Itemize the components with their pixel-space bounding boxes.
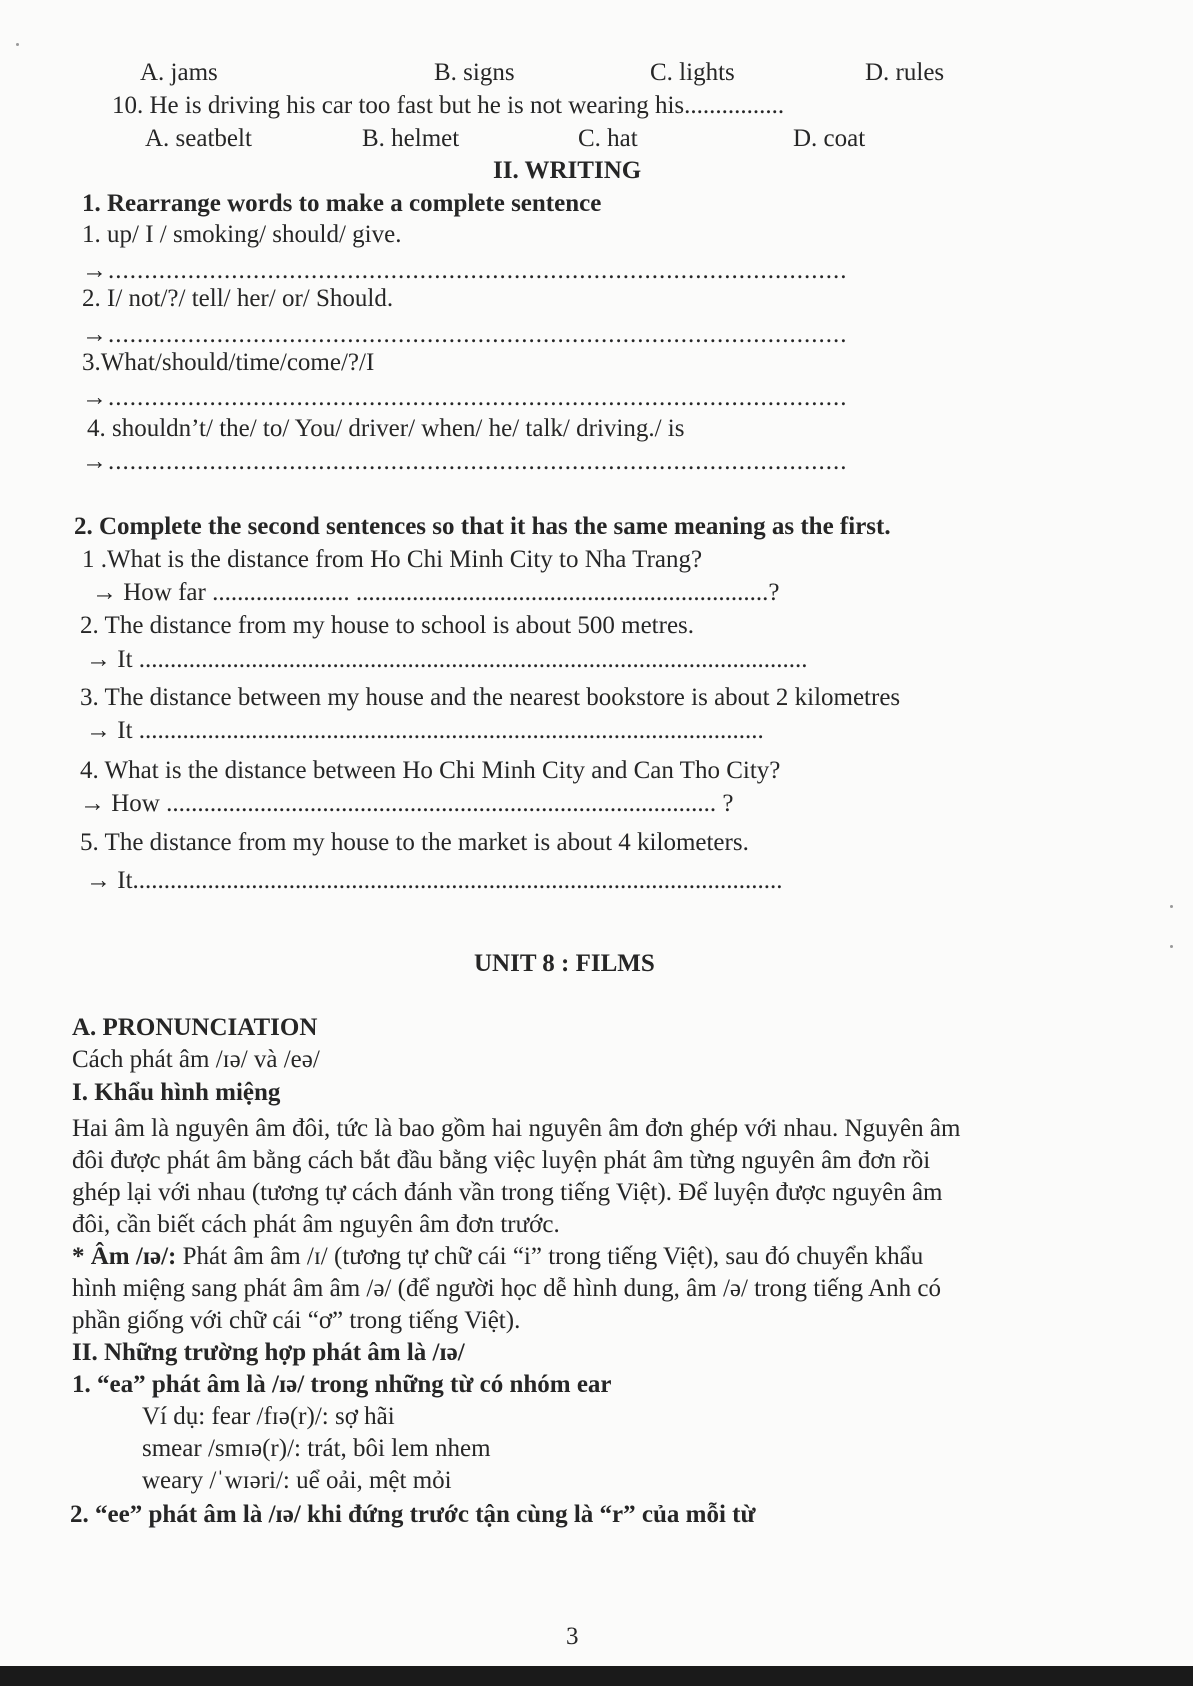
complete-answer-1: → How far ...................... ..................................................................?	[92, 579, 780, 606]
rearrange-title: 1. Rearrange words to make a complete sentence	[82, 190, 602, 217]
scan-speck	[16, 43, 19, 46]
complete-prompt-5: 5. The distance from my house to the market is about 4 kilometers.	[80, 829, 749, 856]
paragraph-line: hình miệng sang phát âm âm /ə/ (để người học dễ hình dung, âm /ə/ trong tiếng Anh có	[72, 1275, 941, 1302]
example-line: Ví dụ: fear /fɪə(r)/: sợ hãi	[142, 1403, 395, 1430]
q10-option-d: D. coat	[793, 125, 866, 152]
scan-speck	[1170, 945, 1173, 948]
scan-bottom-edge	[0, 1666, 1193, 1686]
rearrange-prompt-4: 4. shouldn’t/ the/ to/ You/ driver/ when/ he/ talk/ driving./ is	[87, 415, 685, 442]
rearrange-prompt-1: 1. up/ I / smoking/ should/ give.	[82, 221, 402, 248]
q9-option-a: A. jams	[140, 59, 218, 86]
q10-option-c: C. hat	[578, 125, 638, 152]
writing-heading: II. WRITING	[493, 157, 642, 184]
rule-2: 2. “ee” phát âm là /ɪə/ khi đứng trước tận cùng là “r” của mỗi từ	[70, 1501, 756, 1528]
q9-option-c: C. lights	[650, 59, 735, 86]
paragraph-line: Hai âm là nguyên âm đôi, tức là bao gồm hai nguyên âm đơn ghép với nhau. Nguyên âm	[72, 1115, 961, 1142]
rearrange-prompt-3: 3.What/should/time/come/?/I	[82, 349, 375, 376]
star-label: * Âm /ɪə/:	[72, 1243, 177, 1270]
complete-answer-5: → It........................................................................................................	[86, 867, 783, 894]
rearrange-answer-1: →......................................................................................................	[82, 257, 848, 284]
mouth-shape-heading: I. Khẩu hình miệng	[72, 1079, 281, 1106]
rearrange-answer-2: →......................................................................................................	[82, 321, 848, 348]
complete-answer-3: → It ....................................................................................................	[86, 717, 764, 744]
example-line: smear /smɪə(r)/: trát, bôi lem nhem	[142, 1435, 491, 1462]
q9-option-d: D. rules	[865, 59, 945, 86]
complete-prompt-4: 4. What is the distance between Ho Chi Minh City and Can Tho City?	[80, 757, 781, 784]
rearrange-prompt-2: 2. I/ not/?/ tell/ her/ or/ Should.	[82, 285, 394, 312]
complete-answer-4: → How ........................................................................................ ?	[80, 790, 734, 817]
q10-option-a: A. seatbelt	[145, 125, 252, 152]
q9-option-b: B. signs	[434, 59, 515, 86]
complete-prompt-2: 2. The distance from my house to school is about 500 metres.	[80, 612, 695, 639]
star-text: Phát âm âm /ɪ/ (tương tự chữ cái “i” trong tiếng Việt), sau đó chuyển khẩu	[176, 1243, 924, 1270]
q10-question: 10. He is driving his car too fast but he is not wearing his................	[112, 92, 785, 119]
example-line: weary /ˈwɪəri/: uể oải, mệt mỏi	[142, 1467, 452, 1494]
rule-1: 1. “ea” phát âm là /ɪə/ trong những từ có nhóm ear	[72, 1371, 612, 1398]
unit-title: UNIT 8 : FILMS	[474, 950, 655, 977]
paragraph-line: đôi, cần biết cách phát âm nguyên âm đơn trước.	[72, 1211, 560, 1238]
q10-option-b: B. helmet	[362, 125, 460, 152]
rearrange-answer-4: →......................................................................................................	[82, 448, 848, 475]
complete-answer-2: → It ...........................................................................................................	[86, 646, 808, 673]
pronunciation-subtitle: Cách phát âm /ɪə/ và /eə/	[72, 1046, 320, 1073]
scan-speck	[1170, 905, 1173, 908]
paragraph-line: đôi được phát âm bằng cách bắt đầu bằng việc luyện phát âm từng nguyên âm đơn rồi	[72, 1147, 931, 1174]
complete-prompt-1: 1 .What is the distance from Ho Chi Minh City to Nha Trang?	[82, 546, 703, 573]
cases-heading: II. Những trường hợp phát âm là /ɪə/	[72, 1339, 465, 1366]
page-number: 3	[566, 1623, 579, 1650]
rearrange-answer-3: →......................................................................................................	[82, 384, 848, 411]
star-line	[72, 1242, 923, 1272]
paragraph-line: ghép lại với nhau (tương tự cách đánh vần trong tiếng Việt). Để luyện được nguyên âm	[72, 1179, 943, 1206]
paragraph-line: phần giống với chữ cái “ơ” trong tiếng Việt).	[72, 1307, 521, 1334]
pronunciation-heading: A. PRONUNCIATION	[72, 1014, 318, 1041]
complete-title: 2. Complete the second sentences so that it has the same meaning as the first.	[74, 513, 891, 540]
complete-prompt-3: 3. The distance between my house and the nearest bookstore is about 2 kilometres	[80, 684, 901, 711]
